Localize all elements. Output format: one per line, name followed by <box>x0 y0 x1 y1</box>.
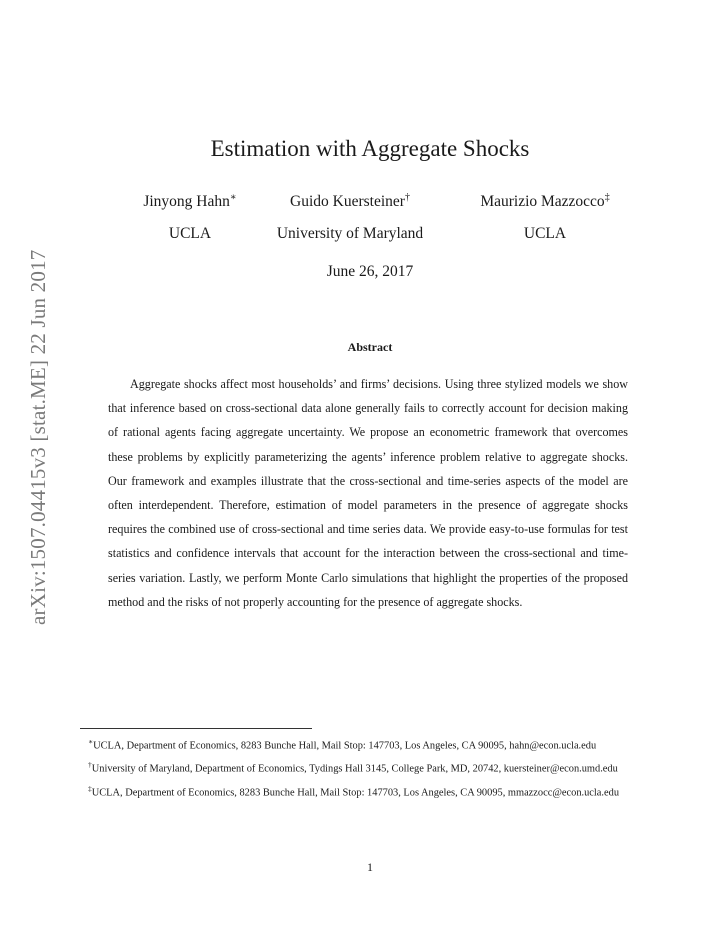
footnote-text: UCLA, Department of Economics, 8283 Bunche Hall, Mail Stop: 147703, Los Angeles, CA 90095, mmazzocc@econ.ucla.edu <box>91 787 620 798</box>
footnote-marker: ∗ <box>88 737 94 746</box>
author-affiliation: UCLA <box>523 225 567 243</box>
author-block <box>255 192 445 243</box>
footnote-marker: ∗ <box>229 192 237 203</box>
author-affiliation: University of Maryland <box>276 225 424 243</box>
footnote <box>80 756 660 779</box>
publication-date: June 26, 2017 <box>326 263 414 280</box>
footnote-text: University of Maryland, Department of Economics, Tydings Hall 3145, College Park, MD, 20742, kuersteiner@econ.umd.edu <box>91 763 618 775</box>
author-name: Maurizio Mazzocco‡ <box>480 192 610 211</box>
author-affiliation: UCLA <box>168 225 212 243</box>
page-number: 1 <box>367 860 373 874</box>
paper-title: Estimation with Aggregate Shocks <box>210 136 530 161</box>
abstract-text: Aggregate shocks affect most households’ and firms’ decisions. Using three stylized models we show that inference based on cross-sectional data alone generally fails to correctly account for decision making of rational agents facing aggregate uncertainty. We propose an econometric framework that overcomes these problems by explicitly parameterizing the agents’ inference problem relative to aggregate shocks. Our framework and examples illustrate that the cross-sectional and time-series aspects of the model are often interdependent. Therefore, estimation of model parameters in the presence of aggregate shocks requires the combined use of cross-sectional and time series data. We provide easy-to-use formulas for test statistics and confidence intervals that account for the interaction between the cross-sectional and time-series variation. Lastly, we perform Monte Carlo simulations that highlight the properties of the proposed method and the risks of not properly accounting for the presence of aggregate shocks. <box>108 377 628 609</box>
author-block <box>110 192 270 243</box>
footnote-marker: ‡ <box>88 783 92 793</box>
author-name: Jinyong Hahn∗ <box>143 192 237 211</box>
footnotes <box>80 733 660 803</box>
footnote-divider <box>80 728 312 729</box>
footnote-marker: ‡ <box>604 192 610 203</box>
footnote-marker: † <box>404 192 410 203</box>
footnote <box>80 733 660 756</box>
author-block <box>455 192 635 243</box>
footnote-text: UCLA, Department of Economics, 8283 Bunche Hall, Mail Stop: 147703, Los Angeles, CA 90095, hahn@econ.ucla.edu <box>93 740 597 752</box>
abstract-heading: Abstract <box>347 340 393 354</box>
arxiv-identifier-stamp: arXiv:1507.04415v3 [stat.ME] 22 Jun 2017 <box>26 249 50 625</box>
author-name: Guido Kuersteiner† <box>290 192 410 211</box>
footnote-marker: † <box>88 760 92 770</box>
footnote <box>80 780 660 803</box>
